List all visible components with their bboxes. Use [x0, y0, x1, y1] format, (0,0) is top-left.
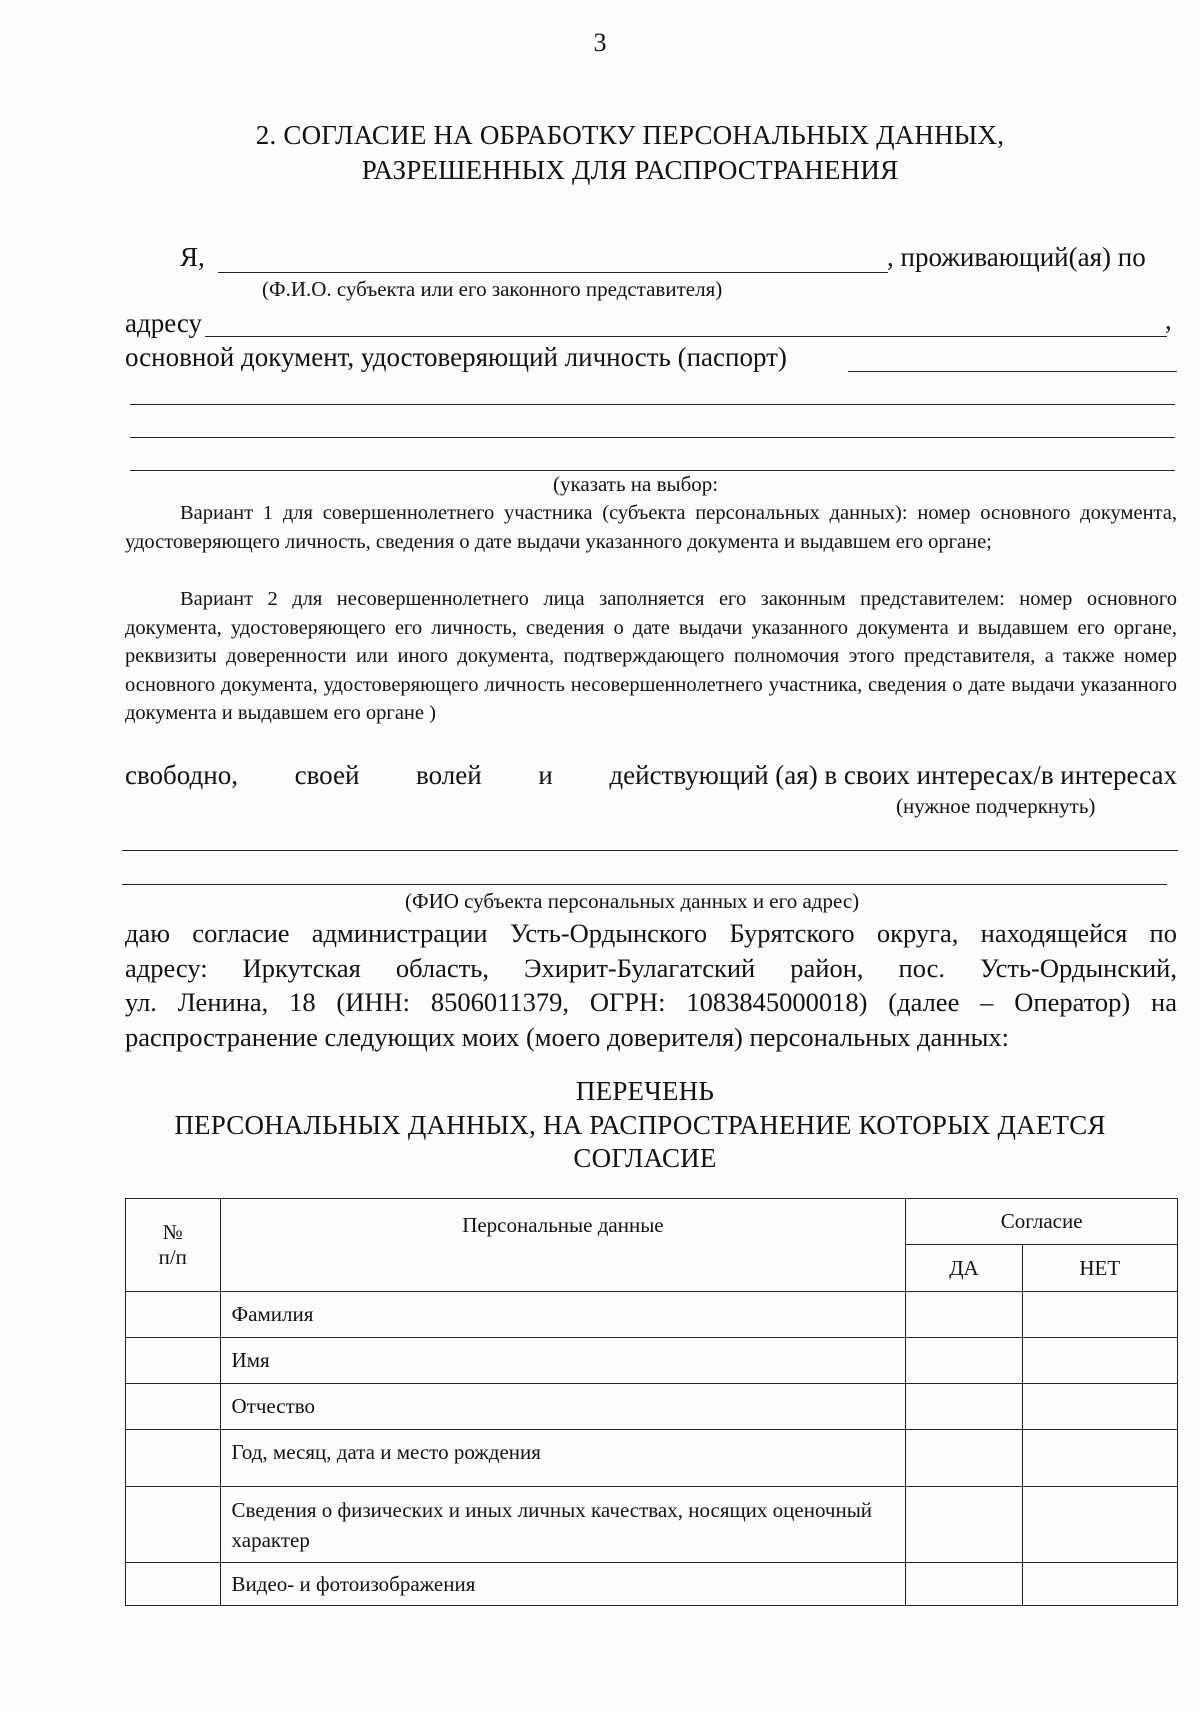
i-label: Я, [180, 242, 205, 272]
table-row [126, 1384, 1178, 1430]
address-input-line[interactable] [205, 336, 1167, 337]
row-number [126, 1384, 221, 1430]
variant-2-text: Вариант 2 для несовершеннолетнего лица заполняется его законным представителем: номер основного документа, удостоверяющего его личность, сведения о дате выдачи указанного документа и выдавшем его органе, реквизиты доверенности или иного документа, подтверждающего полномочия этого представителя, а также номер основного документа, удостоверяющего личность несовершеннолетнего участника, сведения о дате выдачи указанного документа и выдавшем его органе ) [125, 588, 1177, 724]
consent-line-2: адресу: Иркутская область, Эхирит-Булагатский район, пос. Усть-Ордынский, [125, 952, 1177, 983]
subject-input-line-1[interactable] [122, 850, 1178, 851]
freely-word-3: волей [416, 760, 482, 790]
row-data-label: Год, месяц, дата и место рождения [220, 1430, 906, 1487]
variant-1-text: Вариант 1 для совершеннолетнего участника (субъекта персональных данных): номер основного документа, удостоверяющего личность, сведения о дате выдачи указанного документа и выдавшем его органе; [125, 502, 1177, 553]
freely-line [125, 760, 1177, 791]
row-data-label: Отчество [220, 1384, 906, 1430]
row-yes-cell[interactable] [906, 1384, 1022, 1430]
row-number [126, 1338, 221, 1384]
table-row [126, 1430, 1178, 1487]
row-no-cell[interactable] [1022, 1430, 1177, 1487]
row-number [126, 1563, 221, 1606]
choose-hint: (указать на выбор: [553, 472, 719, 496]
table-row [126, 1292, 1178, 1338]
row-no-cell[interactable] [1022, 1384, 1177, 1430]
page-number: 3 [593, 28, 607, 57]
row-yes-cell[interactable] [906, 1292, 1022, 1338]
row-yes-cell[interactable] [906, 1430, 1022, 1487]
subject-input-line-2[interactable] [122, 884, 1167, 885]
row-no-cell[interactable] [1022, 1338, 1177, 1384]
header-personal-data: Персональные данные [220, 1199, 906, 1292]
row-yes-cell[interactable] [906, 1338, 1022, 1384]
row-no-cell[interactable] [1022, 1563, 1177, 1606]
document-input-line-4[interactable] [130, 470, 1175, 471]
row-yes-cell[interactable] [906, 1563, 1022, 1606]
row-yes-cell[interactable] [906, 1487, 1022, 1563]
consent-line-3: ул. Ленина, 18 (ИНН: 8506011379, ОГРН: 1083845000018) (далее – Оператор) на [125, 987, 1177, 1017]
document-input-line-1[interactable] [848, 371, 1177, 372]
header-no: НЕТ [1022, 1245, 1177, 1292]
row-number [126, 1487, 221, 1563]
list-title-line-2: ПЕРСОНАЛЬНЫХ ДАННЫХ, НА РАСПРОСТРАНЕНИЕ КОТОРЫХ ДАЕТСЯ [174, 1110, 1106, 1140]
row-data-label: Видео- и фотоизображения [220, 1563, 906, 1606]
row-data-label: Сведения о физических и иных личных качествах, носящих оценочный характер [220, 1487, 906, 1563]
underline-hint: (нужное подчеркнуть) [896, 794, 1096, 818]
residing-label: , проживающий(ая) по [887, 242, 1146, 272]
fio-input-line[interactable] [218, 272, 888, 273]
row-number [126, 1430, 221, 1487]
address-comma: , [1165, 305, 1172, 335]
section-title-line-1: 2. СОГЛАСИЕ НА ОБРАБОТКУ ПЕРСОНАЛЬНЫХ ДАННЫХ, [255, 120, 1005, 150]
row-number [126, 1292, 221, 1338]
freely-word-1: свободно, [125, 760, 238, 790]
section-title-line-2: РАЗРЕШЕННЫХ ДЛЯ РАСПРОСТРАНЕНИЯ [361, 155, 899, 185]
table-row [126, 1563, 1178, 1606]
consent-paragraph [125, 916, 1177, 1054]
list-title-line-3: СОГЛАСИЕ [573, 1143, 717, 1173]
row-no-cell[interactable] [1022, 1292, 1177, 1338]
consent-line-4: распространение следующих моих (моего доверителя) персональных данных: [125, 1021, 1010, 1052]
personal-data-table [125, 1198, 1178, 1606]
row-data-label: Имя [220, 1338, 906, 1384]
row-no-cell[interactable] [1022, 1487, 1177, 1563]
address-label: адресу [125, 308, 203, 338]
row-data-label: Фамилия [220, 1292, 906, 1338]
document-input-line-2[interactable] [130, 404, 1175, 405]
table-row [126, 1487, 1178, 1563]
header-yes: ДА [906, 1245, 1022, 1292]
header-consent: Согласие [906, 1199, 1178, 1245]
freely-word-4: и [538, 760, 553, 790]
list-title-line-1: ПЕРЕЧЕНЬ [575, 1076, 715, 1106]
table-row [126, 1338, 1178, 1384]
consent-line-1: даю согласие администрации Усть-Ордынского Бурятского округа, находящейся по [125, 918, 1177, 948]
freely-word-2: своей [294, 760, 360, 790]
fio-hint: (Ф.И.О. субъекта или его законного представителя) [262, 277, 723, 301]
freely-word-5: действующий (ая) в своих интересах/в интересах [609, 760, 1177, 790]
subject-hint: (ФИО субъекта персональных данных и его адрес) [405, 889, 860, 913]
document-label: основной документ, удостоверяющий личность (паспорт) [125, 342, 787, 372]
header-number: № п/п [126, 1199, 221, 1292]
document-input-line-3[interactable] [130, 437, 1175, 438]
